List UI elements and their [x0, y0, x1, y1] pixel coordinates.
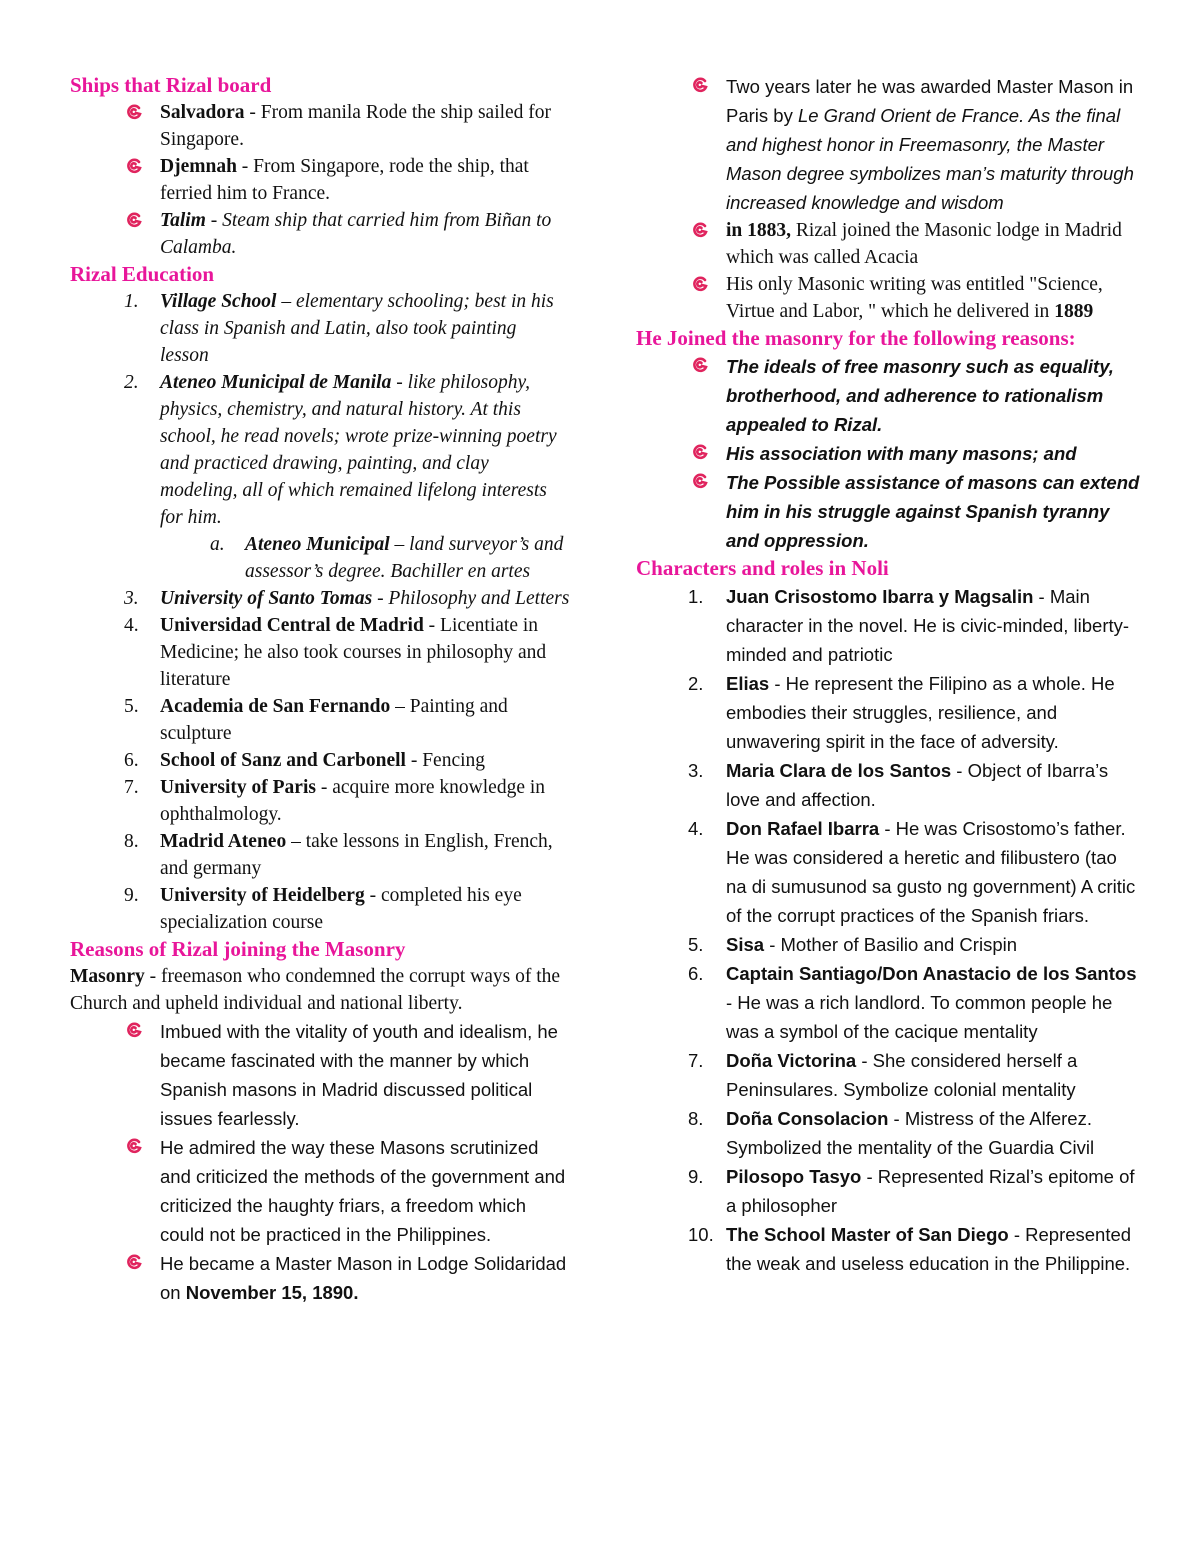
ship-desc: - From Singapore, rode the ship, that ferried him to France.	[160, 156, 529, 204]
paris-text: Two years later he was awarded Master Mason in Paris by	[726, 76, 1134, 126]
list-item	[70, 369, 570, 531]
swirl-bullet-icon	[126, 1022, 142, 1038]
school-name: University of Santo Tomas	[160, 588, 373, 609]
list-item	[70, 1017, 570, 1133]
swirl-bullet-icon	[692, 444, 708, 460]
ship-name: Djemnah	[160, 156, 237, 177]
school-name: School of Sanz and Carbonell	[160, 750, 406, 771]
school-desc: - like philosophy, physics, chemistry, and natural history. At this school, he read novels; wrote prize-winning poetry and practiced drawing, painting, and clay modeling, all of which remained lifelong interests for him.	[160, 372, 557, 528]
masonry-definition	[70, 963, 570, 1017]
item-number: 9.	[124, 885, 139, 906]
character-name: Elias	[726, 673, 770, 694]
item-number: 9.	[688, 1166, 704, 1187]
swirl-bullet-icon	[126, 1254, 142, 1270]
reasons-heading: He Joined the masonry for the following reasons:	[636, 326, 1076, 350]
masonry-def-text: - freemason who condemned the corrupt ways of the Church and upheld individual and national liberty.	[70, 966, 561, 1014]
list-item	[636, 217, 1142, 271]
list-item	[70, 747, 570, 774]
item-number: 4.	[124, 615, 139, 636]
school-name: University of Heidelberg	[160, 885, 365, 906]
item-number: 7.	[124, 777, 139, 798]
character-desc: - Mistress of the Alferez. Symbolized the mentality of the Guardia Civil	[726, 1108, 1095, 1158]
character-desc: - He was a rich landlord. To common people he was a symbol of the cacique mentality	[726, 992, 1113, 1042]
ship-name: Salvadora	[160, 102, 245, 123]
character-name: The School Master of San Diego	[726, 1224, 1009, 1245]
item-number: 8.	[688, 1108, 704, 1129]
masonry-heading: Reasons of Rizal joining the Masonry	[70, 937, 406, 961]
masonry-reason: He admired the way these Masons scrutinized and criticized the methods of the government and criticized the haughty friars, a freedom which could not be practiced in the Philippines.	[160, 1137, 566, 1245]
character-name: Don Rafael Ibarra	[726, 818, 880, 839]
school-desc: - Licentiate in Medicine; he also took courses in philosophy and literature	[160, 615, 547, 690]
paris-desc: . As the final and highest honor in Freemasonry, the Master Mason degree symbolizes man’s maturity through increased knowledge and wisdom	[726, 105, 1134, 213]
list-item	[636, 468, 1142, 555]
list-item	[636, 271, 1142, 325]
list-item	[70, 153, 570, 207]
list-item	[636, 439, 1142, 468]
swirl-bullet-icon	[692, 357, 708, 373]
list-item	[70, 207, 570, 261]
character-desc: - He was Crisostomo’s father. He was considered a heretic and filibustero (tao na di sumusunod sa gusto ng government) A critic of the corrupt practices of the Spanish friars.	[726, 818, 1136, 926]
character-name: Doña Victorina	[726, 1050, 857, 1071]
character-desc: - Represented the weak and useless education in the Philippine.	[726, 1224, 1132, 1274]
item-number: 5.	[688, 934, 704, 955]
swirl-bullet-icon	[692, 77, 708, 93]
list-item	[70, 585, 570, 612]
item-letter: a.	[210, 534, 225, 555]
character-name: Captain Santiago/Don Anastacio de los Santos	[726, 963, 1137, 984]
ships-heading: Ships that Rizal board	[70, 73, 272, 97]
list-item	[70, 288, 570, 369]
character-desc: - He represent the Filipino as a whole. He embodies their struggles, resilience, and unwavering spirit in the face of adversity.	[726, 673, 1115, 752]
master-mason-text: He became a Master Mason in Lodge Solidaridad on	[160, 1253, 567, 1303]
list-item	[636, 756, 1142, 814]
writing-year: 1889	[1054, 301, 1094, 322]
character-name: Doña Consolacion	[726, 1108, 889, 1129]
list-item	[636, 1104, 1142, 1162]
list-item	[70, 828, 570, 882]
school-desc: – elementary schooling; best in his class in Spanish and Latin, also took painting lesson	[160, 291, 554, 366]
school-name: Universidad Central de Madrid	[160, 615, 424, 636]
item-number: 1.	[688, 586, 704, 607]
character-desc: - She considered herself a Peninsulares. Symbolize colonial mentality	[726, 1050, 1078, 1100]
ship-desc: - From manila Rode the ship sailed for Singapore.	[160, 102, 552, 150]
school-desc: - acquire more knowledge in ophthalmology.	[160, 777, 546, 825]
item-number: 2.	[124, 372, 139, 393]
school-name: Madrid Ateneo	[160, 831, 287, 852]
school-desc: – land surveyor’s and assessor’s degree. Bachiller en artes	[245, 534, 564, 582]
list-item	[636, 1046, 1142, 1104]
item-number: 3.	[124, 588, 139, 609]
acacia-text: Rizal joined the Masonic lodge in Madrid which was called Acacia	[726, 220, 1122, 268]
item-number: 2.	[688, 673, 704, 694]
school-name: University of Paris	[160, 777, 316, 798]
character-desc: - Mother of Basilio and Crispin	[764, 934, 1018, 955]
list-item	[636, 72, 1142, 217]
school-name: Ateneo Municipal	[245, 534, 390, 555]
item-number: 5.	[124, 696, 139, 717]
acacia-year: in 1883,	[726, 220, 792, 241]
paris-org: Le Grand Orient de France	[797, 105, 1020, 126]
item-number: 1.	[124, 291, 139, 312]
swirl-bullet-icon	[126, 158, 142, 174]
ship-name: Talim	[160, 210, 206, 231]
school-desc: - Philosophy and Letters	[372, 588, 570, 609]
masonry-reason: Imbued with the vitality of youth and idealism, he became fascinated with the manner by which Spanish masons in Madrid discussed political issues fearlessly.	[160, 1021, 558, 1129]
list-item	[70, 774, 570, 828]
masonry-term: Masonry	[70, 966, 145, 987]
character-name: Sisa	[726, 934, 765, 955]
character-desc: - Object of Ibarra’s love and affection.	[726, 760, 1109, 810]
master-mason-date: November 15, 1890.	[185, 1282, 359, 1303]
school-desc: – take lessons in English, French, and germany	[160, 831, 553, 879]
item-number: 6.	[688, 963, 704, 984]
character-name: Maria Clara de los Santos	[726, 760, 952, 781]
character-name: Pilosopo Tasyo	[726, 1166, 862, 1187]
school-desc: - completed his eye specialization course	[160, 885, 522, 933]
school-name: Village School	[160, 291, 277, 312]
school-name: Ateneo Municipal de Manila	[160, 372, 392, 393]
item-number: 8.	[124, 831, 139, 852]
swirl-bullet-icon	[126, 104, 142, 120]
swirl-bullet-icon	[126, 1138, 142, 1154]
list-item	[70, 99, 570, 153]
writing-text: His only Masonic writing was entitled "Science, Virtue and Labor, " which he delivered in	[726, 274, 1103, 322]
list-item	[636, 1162, 1142, 1220]
reason-text: The Possible assistance of masons can extend him in his struggle against Spanish tyranny and oppression.	[726, 472, 1140, 551]
list-item	[636, 352, 1142, 439]
list-item	[70, 1133, 570, 1249]
left-column	[70, 72, 570, 1307]
swirl-bullet-icon	[692, 222, 708, 238]
list-item	[636, 930, 1142, 959]
list-item	[636, 814, 1142, 930]
item-number: 7.	[688, 1050, 704, 1071]
reason-text: The ideals of free masonry such as equality, brotherhood, and adherence to rationalism appealed to Rizal.	[726, 356, 1114, 435]
item-number: 6.	[124, 750, 139, 771]
character-desc: - Represented Rizal’s epitome of a philosopher	[726, 1166, 1135, 1216]
list-item	[636, 1220, 1142, 1278]
list-item	[70, 1249, 570, 1307]
list-item	[70, 612, 570, 693]
ship-desc: - Steam ship that carried him from Biñan to Calamba.	[160, 210, 552, 258]
character-name: Juan Crisostomo Ibarra y Magsalin	[726, 586, 1034, 607]
item-number: 3.	[688, 760, 704, 781]
reason-text: His association with many masons; and	[726, 443, 1077, 464]
education-heading: Rizal Education	[70, 262, 215, 286]
school-desc: - Fencing	[405, 750, 486, 771]
list-item	[70, 531, 570, 585]
item-number: 10.	[688, 1224, 714, 1245]
list-item	[636, 669, 1142, 756]
school-desc: – Painting and sculpture	[160, 696, 508, 744]
swirl-bullet-icon	[126, 212, 142, 228]
right-column	[636, 72, 1142, 1278]
list-item	[636, 959, 1142, 1046]
list-item	[636, 582, 1142, 669]
noli-heading: Characters and roles in Noli	[636, 556, 889, 580]
swirl-bullet-icon	[692, 473, 708, 489]
list-item	[70, 693, 570, 747]
swirl-bullet-icon	[692, 276, 708, 292]
item-number: 4.	[688, 818, 704, 839]
character-desc: - Main character in the novel. He is civic-minded, liberty-minded and patriotic	[726, 586, 1130, 665]
list-item	[70, 882, 570, 936]
school-name: Academia de San Fernando	[160, 696, 391, 717]
